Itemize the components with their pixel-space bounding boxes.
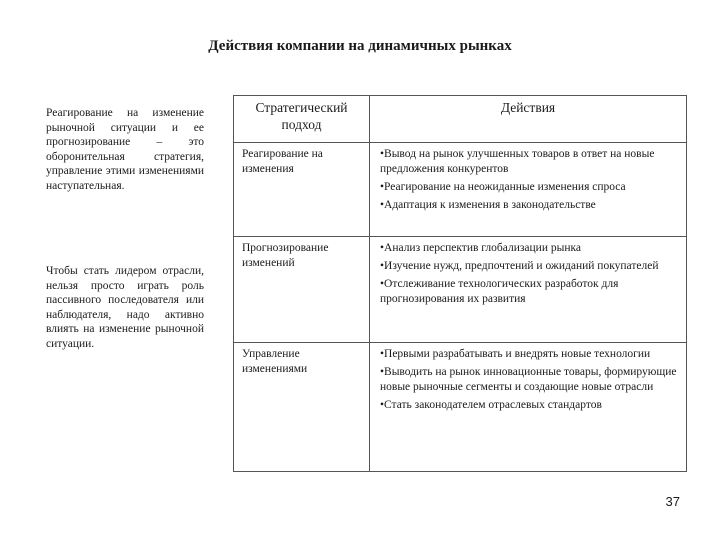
slide-title: Действия компании на динамичных рынках bbox=[208, 38, 512, 54]
approach-cell: Реагирование на изменения bbox=[234, 143, 370, 237]
action-item: •Реагирование на неожиданные изменения спроса bbox=[380, 180, 626, 193]
action-item: •Вывод на рынок улучшенных товаров в ответ на новые предложения конкурентов bbox=[380, 148, 655, 175]
actions-cell bbox=[370, 143, 687, 237]
strategy-table bbox=[233, 95, 687, 472]
action-item: •Первыми разрабатывать и внедрять новые технологии bbox=[380, 348, 651, 360]
action-item: •Стать законодателем отраслевых стандартов bbox=[380, 398, 602, 411]
action-item: •Адаптация к изменения в законодательстве bbox=[380, 198, 596, 211]
action-item: •Анализ перспектив глобализации рынка bbox=[380, 242, 581, 254]
table-row bbox=[234, 143, 687, 237]
actions-cell bbox=[370, 237, 687, 343]
action-item: •Изучение нужд, предпочтений и ожиданий покупателей bbox=[380, 260, 659, 273]
page-number: 37 bbox=[665, 494, 680, 509]
table-header-row bbox=[234, 96, 687, 143]
action-item: •Отслеживание технологических разработок для прогнозирования их развития bbox=[380, 278, 619, 305]
header-actions: Действия bbox=[370, 96, 687, 143]
side-paragraph-leadership: Чтобы стать лидером отрасли, нельзя просто играть роль пассивного последователя или наблюдателя, надо активно влиять на изменение рыночной ситуации. bbox=[46, 265, 204, 350]
approach-cell: Управление изменениями bbox=[234, 343, 370, 472]
approach-cell: Прогнозирование изменений bbox=[234, 237, 370, 343]
action-item: •Выводить на рынок инновационные товары, формирующие новые рыночные сегменты и создающие новые отрасли bbox=[380, 366, 677, 393]
side-paragraph-defensive: Реагирование на изменение рыночной ситуации и ее прогнозирование – это оборонительная стратегия, управление этими изменениями наступательная. bbox=[46, 107, 204, 192]
actions-cell bbox=[370, 343, 687, 472]
table-row bbox=[234, 237, 687, 343]
table-row bbox=[234, 343, 687, 472]
header-approach: Стратегический подход bbox=[234, 96, 370, 143]
